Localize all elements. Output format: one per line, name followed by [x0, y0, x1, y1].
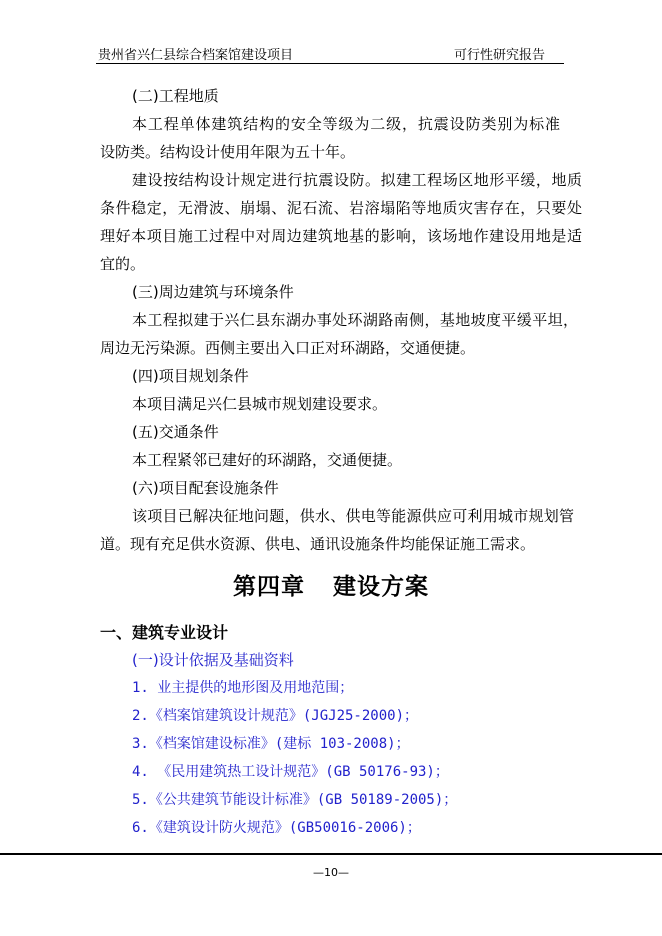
basis-list-item: 2.《档案馆建筑设计规范》(JGJ25-2000)；	[132, 708, 419, 724]
header-divider	[96, 63, 564, 64]
basis-list-item: 3.《档案馆建设标准》(建标 103-2008)；	[132, 736, 410, 752]
page-number: —10—	[313, 866, 349, 879]
paragraph-line: 本项目满足兴仁县城市规划建设要求。	[132, 395, 388, 413]
paragraph-line: 本工程单体建筑结构的安全等级为二级，抗震设防类别为标准	[132, 115, 560, 133]
paragraph-line: 理好本项目施工过程中对周边建筑地基的影响，该场地作建设用地是适	[100, 227, 582, 245]
paragraph-line: 宜的。	[100, 255, 146, 273]
facilities-heading: (六)项目配套设施条件	[132, 479, 279, 497]
basis-list-item: 1. 业主提供的地形图及用地范围；	[132, 680, 354, 696]
paragraph-line: 道。现有充足供水资源、供电、通讯设施条件均能保证施工需求。	[100, 535, 536, 553]
paragraph-line: 条件稳定，无滑波、崩塌、泥石流、岩溶塌陷等地质灾害存在，只要处	[100, 199, 582, 217]
footer-divider	[0, 853, 662, 855]
paragraph-line: 该项目已解决征地问题，供水、供电等能源供应可利用城市规划管	[132, 507, 574, 525]
header-project-title: 贵州省兴仁县综合档案馆建设项目	[98, 48, 294, 63]
planning-heading: (四)项目规划条件	[132, 367, 249, 385]
header-report-type: 可行性研究报告	[453, 48, 545, 63]
paragraph-line: 建设按结构设计规定进行抗震设防。拟建工程场区地形平缓，地质	[132, 171, 582, 189]
paragraph-line: 本工程紧邻已建好的环湖路，交通便捷。	[132, 451, 403, 469]
chapter-number: 第四章	[233, 573, 305, 600]
paragraph-line: 周边无污染源。西侧主要出入口正对环湖路，交通便捷。	[100, 339, 476, 357]
traffic-heading: (五)交通条件	[132, 423, 219, 441]
section-heading: 一、建筑专业设计	[100, 623, 229, 642]
basis-list-item: 4. 《民用建筑热工设计规范》(GB 50176-93)；	[132, 764, 449, 780]
environment-heading: (三)周边建筑与环境条件	[132, 283, 294, 301]
basis-list-item: 5.《公共建筑节能设计标准》(GB 50189-2005)；	[132, 792, 458, 808]
geology-heading: (二)工程地质	[132, 87, 219, 105]
paragraph-line: 设防类。结构设计使用年限为五十年。	[100, 143, 356, 161]
paragraph-line: 本工程拟建于兴仁县东湖办事处环湖路南侧，基地坡度平缓平坦，	[132, 311, 578, 329]
design-basis-heading: (一)设计依据及基础资料	[132, 651, 294, 669]
basis-list-item: 6.《建筑设计防火规范》(GB50016-2006)；	[132, 820, 421, 836]
chapter-title	[0, 568, 662, 601]
chapter-name: 建设方案	[333, 573, 429, 600]
